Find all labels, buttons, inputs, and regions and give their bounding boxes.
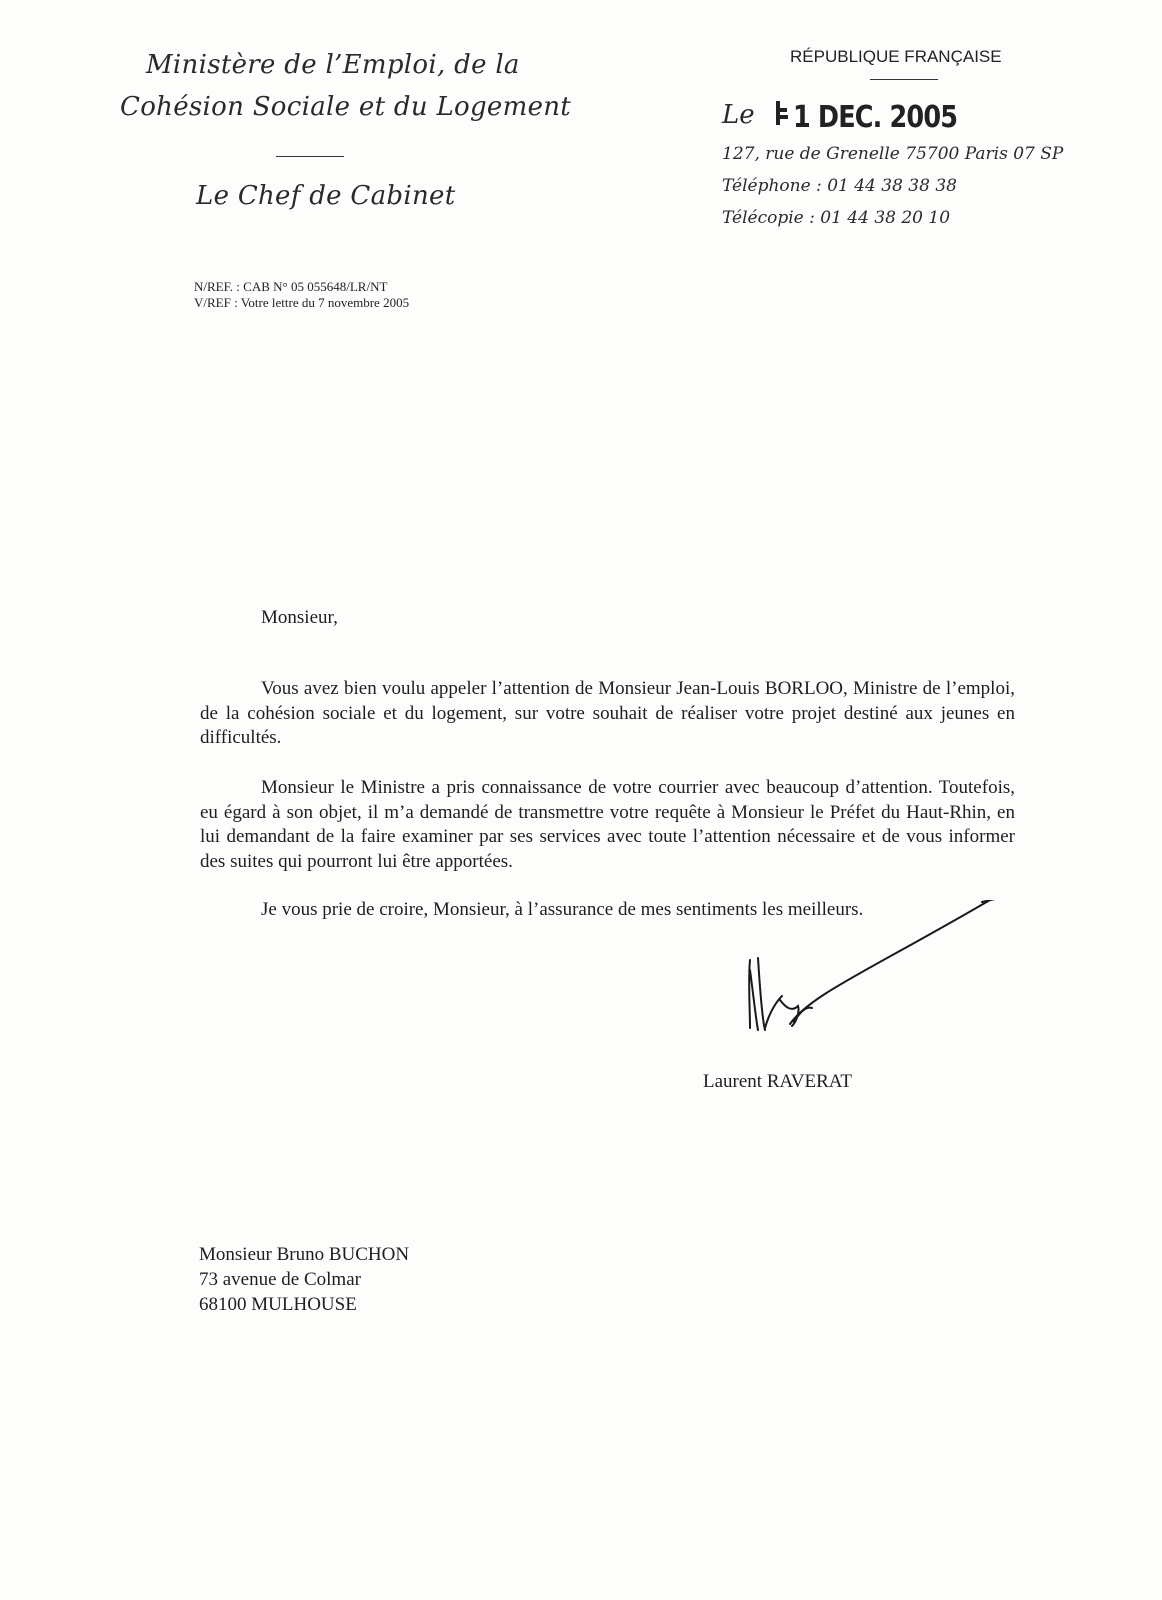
stamp-mark-icon [772, 98, 792, 128]
ministry-name-line2: Cohésion Sociale et du Logement [120, 92, 572, 122]
phone-number: Téléphone : 01 44 38 38 38 [722, 176, 957, 196]
recipient-name: Monsieur Bruno BUCHON [199, 1244, 410, 1265]
letterhead-divider [276, 156, 344, 157]
recipient-street: 73 avenue de Colmar [199, 1269, 361, 1290]
date-stamp: 1 DEC. 2005 [793, 100, 958, 135]
our-reference: N/REF. : CAB N° 05 055648/LR/NT [194, 279, 388, 294]
paragraph-2-text: Monsieur le Ministre a pris connaissance de votre courrier avec beaucoup d’attention. Toutefois, eu égard à son objet, il m’a demandé de transmettre votre requête à Monsieur le Préfet du Haut-Rhin, en lui demandant de la faire examiner par ses services avec toute l’attention nécessaire et de vous informer des suites qui pourront lui être apportées. [200, 777, 1015, 872]
paragraph-1 [200, 677, 1015, 751]
ministry-address: 127, rue de Grenelle 75700 Paris 07 SP [722, 144, 1064, 164]
paragraph-2 [200, 776, 1015, 874]
closing-formula: Je vous prie de croire, Monsieur, à l’assurance de mes sentiments les meilleurs. [261, 899, 864, 920]
handwritten-signature [720, 900, 1020, 1060]
paragraph-1-text: Vous avez bien voulu appeler l’attention de Monsieur Jean-Louis BORLOO, Ministre de l’emploi, de la cohésion sociale et du logement, sur votre souhait de réaliser votre projet destiné aux jeunes en difficultés. [200, 678, 1015, 748]
republic-heading: RÉPUBLIQUE FRANÇAISE [790, 47, 1002, 66]
office-title: Le Chef de Cabinet [196, 181, 456, 211]
date-prefix: Le [722, 100, 755, 130]
your-reference: V/REF : Votre lettre du 7 novembre 2005 [194, 295, 410, 310]
fax-number: Télécopie : 01 44 38 20 10 [722, 208, 951, 228]
salutation: Monsieur, [261, 607, 338, 628]
recipient-city: 68100 MULHOUSE [199, 1294, 357, 1315]
signatory-name: Laurent RAVERAT [703, 1071, 852, 1092]
republic-divider [870, 79, 938, 80]
ministry-name-line1: Ministère de l’Emploi, de la [146, 50, 520, 80]
